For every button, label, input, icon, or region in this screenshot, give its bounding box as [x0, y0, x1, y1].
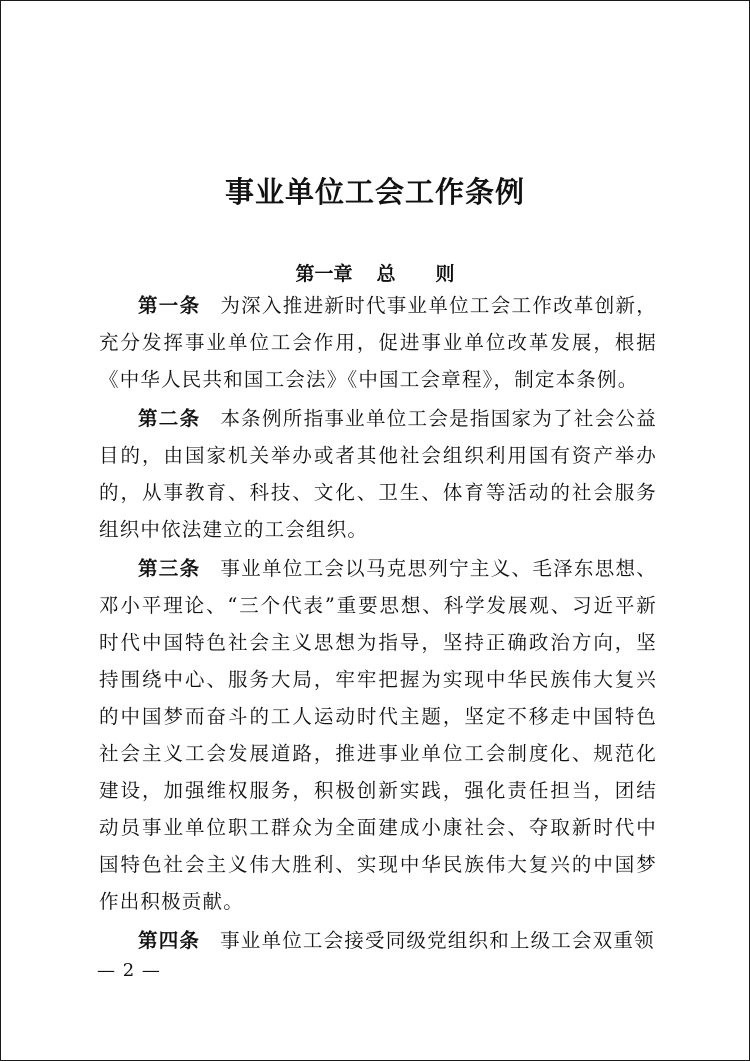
article-text: 事业单位工会接受同级党组织和上级工会双重领 [220, 929, 655, 952]
article-4 [99, 922, 657, 959]
chapter-label: 第一章 [295, 263, 353, 285]
article-2 [99, 400, 657, 548]
article-3 [99, 550, 657, 920]
article-label: 第一条 [138, 294, 201, 317]
document-title: 事业单位工会工作条例 [224, 175, 525, 209]
chapter-title-char-2: 则 [435, 263, 455, 285]
document-body [99, 287, 657, 961]
article-text: 事业单位工会以马克思列宁主义、毛泽东思想、邓小平理论、“三个代表”重要思想、科学发展观、习近平新时代中国特色社会主义思想为指导，坚持正确政治方向，坚持围绕中心、服务大局，牢牢把握为实现中华民族伟大复兴的中国梦而奋斗的工人运动时代主题，坚定不移走中国特色社会主义工会发展道路，推进事业单位工会制度化、规范化建设，加强维权服务，积极创新实践，强化责任担当，团结动员事业单位职工群众为全面建成小康社会、夺取新时代中国特色社会主义伟大胜利、实现中华民族伟大复兴的中国梦作出积极贡献。 [99, 557, 657, 913]
article-label: 第三条 [138, 557, 201, 580]
article-label: 第四条 [138, 929, 201, 952]
article-text: 本条例所指事业单位工会是指国家为了社会公益目的，由国家机关举办或者其他社会组织利用国有资产举办的，从事教育、科技、文化、卫生、体育等活动的社会服务组织中依法建立的工会组织。 [99, 407, 657, 541]
article-1 [99, 287, 657, 398]
article-label: 第二条 [138, 407, 201, 430]
article-text: 为深入推进新时代事业单位工会工作改革创新，充分发挥事业单位工会作用，促进事业单位改革发展，根据《中华人民共和国工会法》《中国工会章程》，制定本条例。 [99, 294, 657, 391]
chapter-title-char-1: 总 [376, 263, 396, 285]
chapter-heading [1, 258, 749, 290]
page-number: — 2 — [97, 960, 161, 981]
